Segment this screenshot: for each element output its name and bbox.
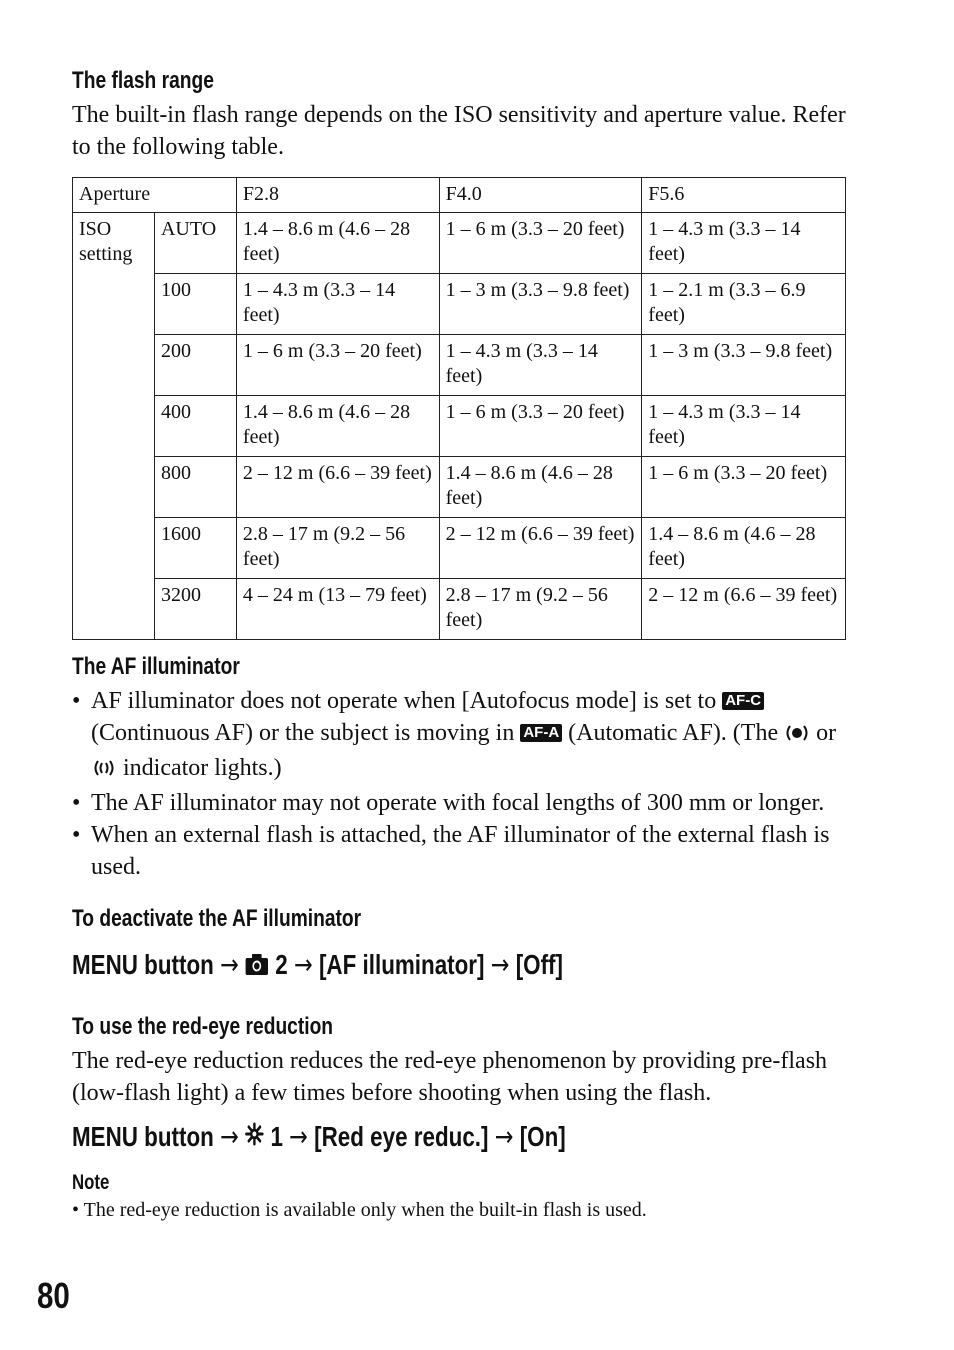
af-illuminator-bullets	[72, 685, 862, 883]
gear-icon	[245, 1121, 264, 1153]
menu-value-label: [Off]	[515, 949, 563, 980]
flash-range-paragraph: The built-in flash range depends on the ISO sensitivity and aperture value. Refer to the following table.	[72, 102, 846, 160]
table-cell: 1.4 – 8.6 m (4.6 – 28 feet)	[642, 518, 846, 579]
table-cell: 1 – 4.3 m (3.3 – 14 feet)	[439, 335, 642, 396]
arrow-icon: →	[494, 1120, 514, 1153]
table-cell: 1 – 6 m (3.3 – 20 feet)	[236, 335, 439, 396]
table-iso-value: 400	[154, 396, 236, 457]
deactivate-heading: To deactivate the AF illuminator	[72, 905, 362, 932]
deactivate-menu-path	[72, 948, 563, 983]
table-iso-value: 3200	[154, 579, 236, 640]
table-cell: 2.8 – 17 m (9.2 – 56 feet)	[236, 518, 439, 579]
table-iso-value: AUTO	[154, 213, 236, 274]
table-cell: 1 – 4.3 m (3.3 – 14 feet)	[236, 274, 439, 335]
table-iso-value: 200	[154, 335, 236, 396]
table-cell: 4 – 24 m (13 – 79 feet)	[236, 579, 439, 640]
bullet-text: AF illuminator does not operate when [Autofocus mode] is set to	[91, 688, 717, 714]
table-header-row	[73, 178, 846, 213]
note-item	[72, 1197, 862, 1223]
table-cell: 1 – 3 m (3.3 – 9.8 feet)	[642, 335, 846, 396]
note-heading: Note	[72, 1171, 110, 1194]
table-row	[73, 457, 846, 518]
note-bullet: •	[72, 1199, 84, 1221]
table-row	[73, 518, 846, 579]
table-cell: 1 – 6 m (3.3 – 20 feet)	[439, 213, 642, 274]
arrow-icon: →	[289, 1120, 308, 1153]
af-illuminator-heading: The AF illuminator	[72, 653, 240, 680]
camera-icon	[245, 951, 269, 983]
table-cell: 1.4 – 8.6 m (4.6 – 28 feet)	[236, 396, 439, 457]
table-row	[73, 274, 846, 335]
table-cell: 1 – 6 m (3.3 – 20 feet)	[642, 457, 846, 518]
table-cell: 1.4 – 8.6 m (4.6 – 28 feet)	[236, 213, 439, 274]
table-iso-value: 100	[154, 274, 236, 335]
table-row	[73, 335, 846, 396]
table-header-f40: F4.0	[439, 178, 642, 213]
menu-item-label: [Red eye reduc.]	[314, 1121, 489, 1152]
table-cell: 1 – 4.3 m (3.3 – 14 feet)	[642, 396, 846, 457]
table-iso-value: 1600	[154, 518, 236, 579]
table-cell: 1 – 4.3 m (3.3 – 14 feet)	[642, 213, 846, 274]
table-row	[73, 213, 846, 274]
tab-number: 2	[275, 949, 288, 980]
menu-button-label: MENU button	[72, 1121, 214, 1152]
table-row	[73, 579, 846, 640]
bullet-text: indicator lights.)	[123, 755, 282, 781]
menu-button-label: MENU button	[72, 949, 214, 980]
red-eye-heading: To use the red-eye reduction	[72, 1013, 334, 1040]
bullet-text: or	[816, 720, 837, 746]
menu-value-label: [On]	[519, 1121, 566, 1152]
table-iso-setting-label: ISO setting	[73, 213, 155, 640]
list-item: • When an external flash is attached, the AF illuminator of the external flash is used.	[72, 819, 862, 883]
flash-range-table	[72, 177, 846, 640]
arrow-icon: →	[220, 948, 239, 981]
table-cell: 2.8 – 17 m (9.2 – 56 feet)	[439, 579, 642, 640]
arrow-icon: →	[490, 948, 510, 981]
bullet-text: (Automatic AF). (The	[568, 720, 779, 746]
red-eye-menu-path	[72, 1120, 566, 1153]
flash-range-heading: The flash range	[72, 67, 214, 94]
arrow-icon: →	[293, 948, 313, 981]
note-text: The red-eye reduction is available only when the built-in flash is used.	[83, 1199, 647, 1221]
arrow-icon: →	[220, 1120, 239, 1153]
table-cell: 1 – 3 m (3.3 – 9.8 feet)	[439, 274, 642, 335]
table-header-aperture: Aperture	[73, 178, 237, 213]
list-item	[72, 685, 862, 787]
focus-indicator-locked-icon	[784, 720, 810, 752]
af-c-badge: AF-C	[722, 692, 764, 710]
red-eye-paragraph: The red-eye reduction reduces the red-eye phenomenon by providing pre-flash (low-flash light) a few times before shooting when using the flash.	[72, 1048, 828, 1106]
table-cell: 1 – 6 m (3.3 – 20 feet)	[439, 396, 642, 457]
table-cell: 2 – 12 m (6.6 – 39 feet)	[439, 518, 642, 579]
table-cell: 1 – 2.1 m (3.3 – 6.9 feet)	[642, 274, 846, 335]
table-header-f28: F2.8	[236, 178, 439, 213]
tab-number: 1	[270, 1121, 283, 1152]
table-header-f56: F5.6	[642, 178, 846, 213]
af-a-badge: AF-A	[520, 724, 562, 742]
table-cell: 2 – 12 m (6.6 – 39 feet)	[236, 457, 439, 518]
page-number: 80	[37, 1275, 70, 1316]
table-row	[73, 396, 846, 457]
table-cell: 2 – 12 m (6.6 – 39 feet)	[642, 579, 846, 640]
menu-item-label: [AF illuminator]	[318, 949, 485, 980]
focus-indicator-tracking-icon	[91, 755, 117, 787]
bullet-text: (Continuous AF) or the subject is moving in	[91, 720, 515, 746]
table-cell: 1.4 – 8.6 m (4.6 – 28 feet)	[439, 457, 642, 518]
list-item: • The AF illuminator may not operate with focal lengths of 300 mm or longer.	[72, 787, 862, 819]
table-iso-value: 800	[154, 457, 236, 518]
